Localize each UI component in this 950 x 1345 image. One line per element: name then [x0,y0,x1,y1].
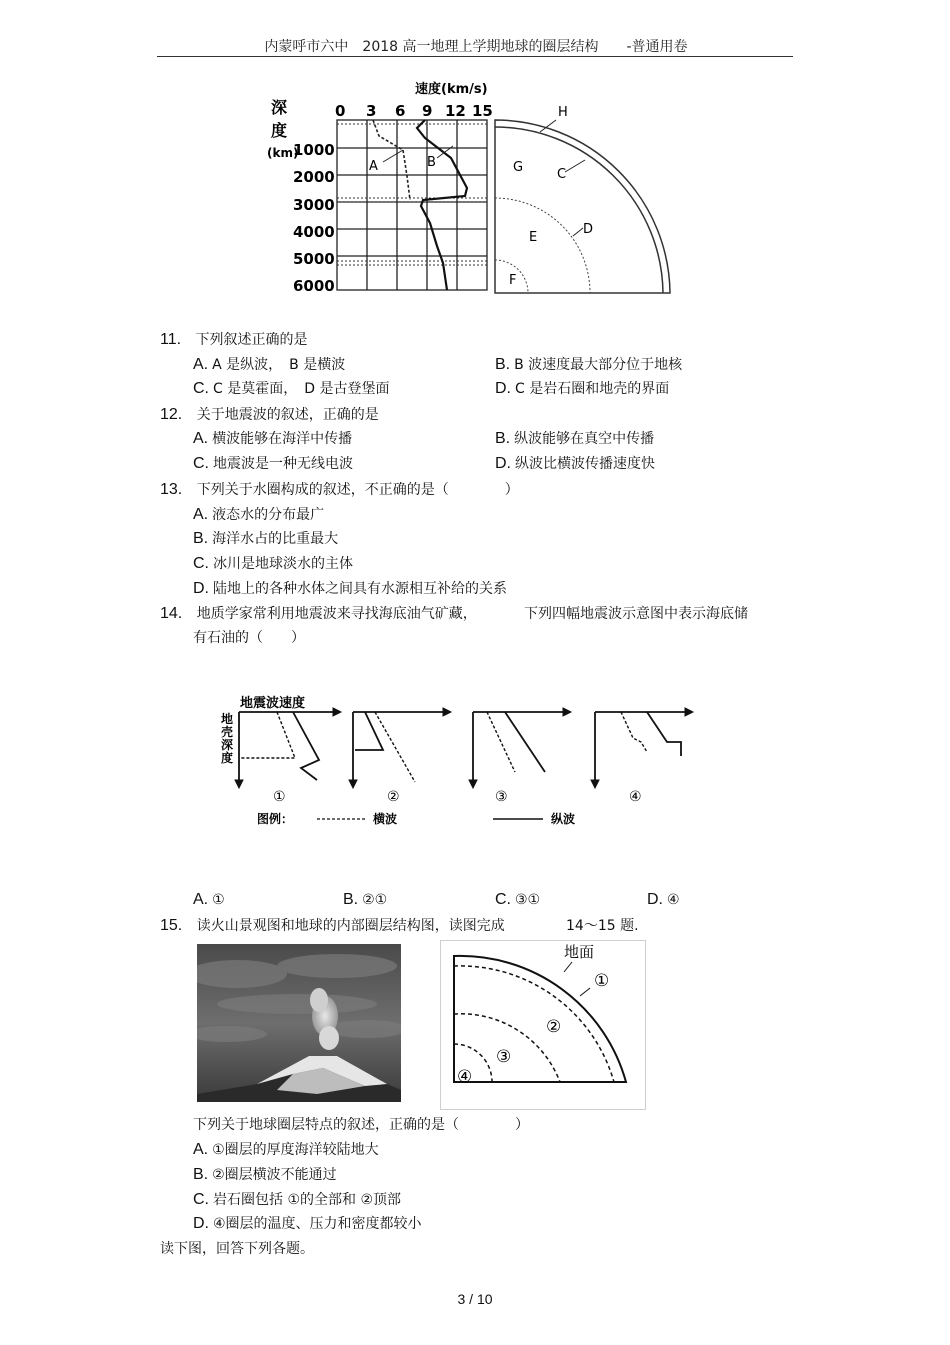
depth-tick: 3000 [293,196,335,214]
volcano-photo [197,944,401,1102]
speed-grid [337,120,487,290]
depth-tick: 4000 [293,223,335,241]
earth-quadrant [495,120,670,293]
depth-label-1: 深 [271,98,288,117]
layer-3-label: ③ [496,1047,512,1067]
q11-option-a[interactable]: A. A 是纵波， B 是横波 [193,356,346,373]
closing-instruction: 读下图，回答下列各题。 [160,1241,314,1257]
seismic-speed-figure [265,78,685,298]
speed-tick: 3 [366,102,377,120]
q12-option-b[interactable]: B. 纵波能够在真空中传播 [495,430,655,447]
q13-option-a[interactable]: A. 液态水的分布最广 [193,506,325,523]
depth-label-2: 度 [271,121,288,140]
legend-label: 图例： [257,812,294,826]
label-b: B [427,155,436,170]
speed-tick: 0 [335,102,346,120]
q12-option-d[interactable]: D. 纵波比横波传播速度快 [495,455,655,472]
speed-axis-title: 速度(km/s) [415,82,488,97]
panel-3-label: ③ [495,789,508,805]
page-number: 3 / 10 [457,1291,493,1307]
fig2-title: 地震波速度 [240,696,306,711]
q14-number: 14. [160,605,183,622]
earth-layers-figure [440,940,646,1110]
q12-stem [160,406,379,424]
q14-text-b: 下列四幅地震波示意图中表示海底储 [524,606,748,622]
q14-text-a: 地质学家常利用地震波来寻找海底油气矿藏， [196,606,477,622]
panel-3 [469,708,571,788]
depth-label-3: (km) [267,146,299,160]
q14-option-c[interactable]: C. ③① [495,891,541,908]
q15-option-a[interactable]: A. ①圈层的厚度海洋较陆地大 [193,1141,379,1158]
q14-option-a[interactable]: A. ① [193,891,225,908]
q11-option-d[interactable]: D. C 是岩石圈和地壳的界面 [495,380,670,397]
q15-option-d[interactable]: D. ④圈层的温度、压力和密度都较小 [193,1215,422,1232]
q15-option-c[interactable]: C. 岩石圈包括 ①的全部和 ②顶部 [193,1191,402,1208]
label-h: H [558,105,568,120]
panel-1-label: ① [273,789,286,805]
layer-4-label: ④ [457,1067,473,1087]
q13-option-d[interactable]: D. 陆地上的各种水体之间具有水源相互补给的关系 [193,580,507,597]
layer-2-label: ② [546,1017,562,1037]
label-d: D [583,222,594,237]
ground-label: 地面 [564,943,595,961]
legend-shear: 横波 [373,812,398,826]
q11-number: 11. [160,331,182,348]
speed-tick: 12 [445,102,466,120]
panel-1 [235,708,341,788]
q13-option-b[interactable]: B. 海洋水占的比重最大 [193,530,339,547]
q13-stem [160,481,519,499]
q11-option-c[interactable]: C. C 是莫霍面， D 是古登堡面 [193,380,390,397]
speed-tick: 15 [472,102,493,120]
label-a: A [369,159,378,174]
label-c: C [557,167,567,182]
q15-text-b: 14～15 题. [566,918,639,934]
q12-number: 12. [160,406,183,423]
header-divider [157,56,793,57]
q13-option-c[interactable]: C. 冰川是地球淡水的主体 [193,555,353,572]
wave-a-curve [373,120,410,200]
panel-4 [591,708,693,788]
q15-option-b[interactable]: B. ②圈层横波不能通过 [193,1166,337,1183]
legend-comp: 纵波 [551,812,576,826]
depth-tick: 1000 [293,141,335,159]
q14-option-b[interactable]: B. ②① [343,891,388,908]
panel-4-label: ④ [629,789,642,805]
speed-tick: 6 [395,102,406,120]
q12-option-a[interactable]: A. 横波能够在海洋中传播 [193,430,353,447]
q15-text-a: 读火山景观图和地球的内部圈层结构图，读图完成 [196,918,505,934]
q12-text: 关于地震波的叙述，正确的是 [196,407,379,423]
panel-2 [349,708,451,788]
q15-stem [160,917,505,935]
fig2-ylabel-3: 深 [221,738,234,752]
q14-stem [160,605,477,623]
seismic-four-panels [215,690,705,840]
q12-option-c[interactable]: C. 地震波是一种无线电波 [193,455,353,472]
q11-stem [160,331,308,349]
label-f: F [509,273,517,288]
q13-number: 13. [160,481,183,498]
speed-tick: 9 [422,102,433,120]
label-g: G [513,160,524,175]
depth-tick: 5000 [293,250,335,268]
fig2-ylabel-2: 壳 [221,725,234,739]
q11-option-b[interactable]: B. B 波速度最大部分位于地核 [495,356,683,373]
q11-text: 下列叙述正确的是 [195,332,308,348]
depth-tick: 6000 [293,277,335,295]
panel-2-label: ② [387,789,400,805]
q13-text: 下列关于水圈构成的叙述，不正确的是（ ） [196,482,519,498]
fig2-ylabel-4: 度 [221,751,234,765]
q14-text-line2: 有石油的（ ） [193,630,305,646]
q15-number: 15. [160,917,183,934]
layer-1-label: ① [594,971,610,991]
q14-option-d[interactable]: D. ④ [647,891,680,908]
depth-tick: 2000 [293,168,335,186]
label-e: E [529,230,538,245]
q15-subquestion: 下列关于地球圈层特点的叙述，正确的是（ ） [193,1117,529,1133]
page-header: 内蒙呼市六中 2018 高一地理上学期地球的圈层结构 -普通用卷 [264,39,688,55]
fig2-ylabel-1: 地 [221,712,234,726]
